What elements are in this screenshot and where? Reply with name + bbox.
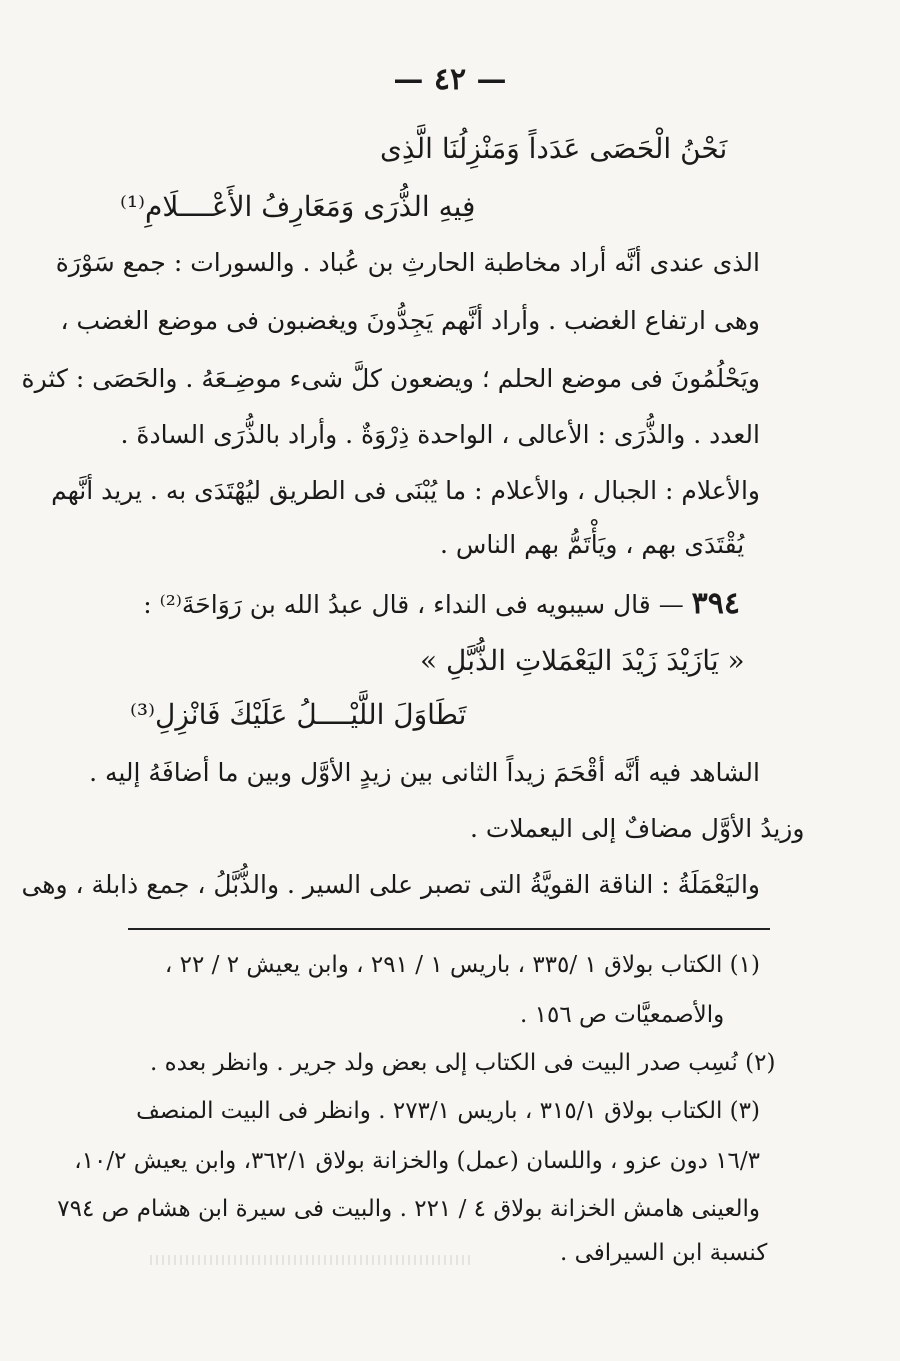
verse-394-line-1: « يَازَيْدَ زَيْدَ اليَعْمَلاتِ الذُّبَّلِ » xyxy=(420,644,745,677)
entry-number: ٣٩٤ xyxy=(691,586,740,621)
commentary-393-line-4: العدد . والذُّرَى : الأعالى ، الواحدة ذِرْوَةٌ . وأراد بالذُّرَى السادةَ . xyxy=(120,420,760,449)
commentary-393-line-6: يُقْتَدَى بهم ، ويَأْتَمُّ بهم الناس . xyxy=(440,530,745,559)
commentary-394-line-3: واليَعْمَلَةُ : الناقة القويَّةُ التى تصبر على السير . والذُّبَّلُ ، جمع ذابلة ، وهى xyxy=(21,870,760,899)
verse-393-line-1: نَحْنُ الْحَصَى عَدَداً وَمَنْزِلُنَا الَّذِى xyxy=(380,132,728,165)
verse-393-line-2: فِيهِ الذُّرَى وَمَعَارِفُ الأَعْــــلَامِ⁽¹⁾ xyxy=(120,190,476,223)
footnote-3-line-3: والعينى هامش الخزانة بولاق ٤ / ٢٢١ . والبيت فى سيرة ابن هشام ص ٧٩٤ xyxy=(57,1196,760,1222)
commentary-393-line-5: والأعلام : الجبال ، والأعلام : ما يُبْنَى فى الطريق ليُهْتَدَى به . يريد أنَّهم xyxy=(51,476,760,505)
footnote-3-line-4: كنسبة ابن السيرافى . xyxy=(560,1240,768,1266)
commentary-393-line-1: الذى عندى أنَّه أراد مخاطبة الحارثِ بن عُباد . والسورات : جمع سَوْرَة xyxy=(55,248,760,277)
print-smudge xyxy=(150,1255,470,1265)
footnote-3-line-1: (٣) الكتاب بولاق ٣١٥/١ ، باريس ٢٧٣/١ . وانظر فى البيت المنصف xyxy=(136,1098,760,1124)
entry-394-heading xyxy=(143,586,740,622)
commentary-393-line-2: وهى ارتفاع الغضب . وأراد أنَّهم يَجِدُّونَ ويغضبون فى موضع الغضب ، xyxy=(60,306,760,335)
commentary-394-line-1: الشاهد فيه أنَّه أقْحَمَ زيداً الثانى بين زيدٍ الأوَّل وبين ما أضافَهُ إليه . xyxy=(89,758,760,787)
page-number: — ٤٢ — xyxy=(393,62,507,97)
footnote-2: (٢) نُسِب صدر البيت فى الكتاب إلى بعض ولد جرير . وانظر بعده . xyxy=(150,1050,776,1076)
commentary-393-line-3: ويَحْلُمُونَ فى موضع الحلم ؛ ويضعون كلَّ شىء موضِـعَهُ . والحَصَى : كثرة xyxy=(21,364,760,393)
verse-394-line-2: تَطَاوَلَ اللَّيْــــلُ عَلَيْكَ فَانْزِلِ⁽³⁾ xyxy=(130,698,467,731)
commentary-394-line-2: وزيدُ الأوَّل مضافٌ إلى اليعملات . xyxy=(470,814,805,843)
footnote-1-line-1: (١) الكتاب بولاق ١ /٣٣٥ ، باريس ١ / ٢٩١ ، وابن يعيش ٢ / ٢٢ ، xyxy=(164,952,760,978)
entry-heading-text: — قال سيبويه فى النداء ، قال عبدُ الله بن رَوَاحَةَ⁽²⁾ : xyxy=(143,590,684,619)
footnote-1-line-2: والأصمعيَّات ص ١٥٦ . xyxy=(520,1002,725,1028)
footnote-divider xyxy=(128,928,770,930)
footnote-3-line-2: ١٦/٣ دون عزو ، واللسان (عمل) والخزانة بولاق ٣٦٢/١، وابن يعيش ١٠/٢، xyxy=(74,1148,760,1174)
